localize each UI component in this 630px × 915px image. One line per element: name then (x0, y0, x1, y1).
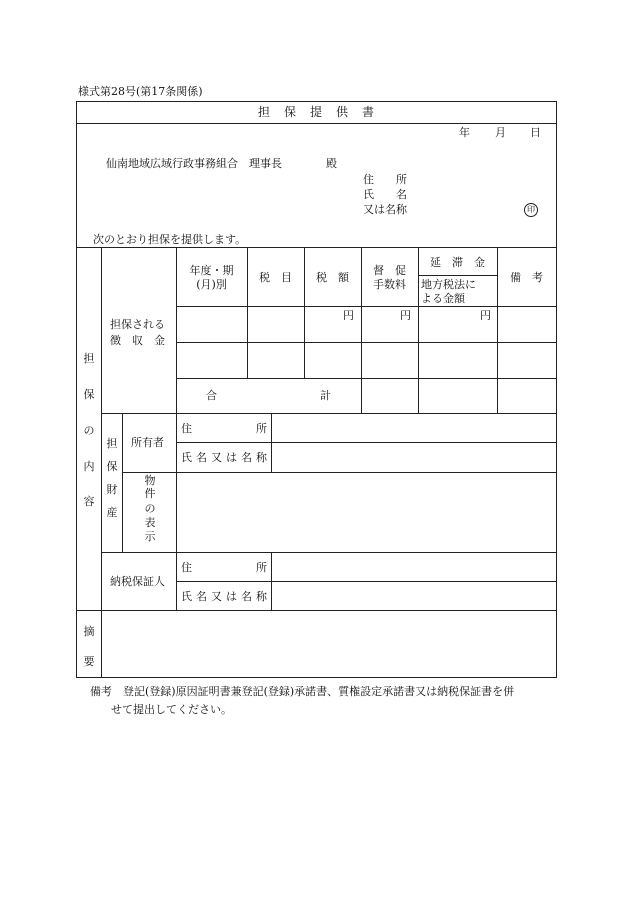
summary-char-1: 摘 (83, 625, 95, 638)
property-display-char-2: 件 (144, 487, 156, 500)
yen-delinquency: 円 (480, 309, 491, 322)
row-line-1 (176, 306, 557, 307)
guarantor-label: 納税保証人 (110, 575, 165, 588)
collected-label-2: 徴 収 金 (110, 334, 165, 347)
owner-name-label: 氏名又は名称 (181, 451, 267, 464)
total-label-right: 計 (320, 389, 331, 402)
owner-midline (176, 442, 557, 443)
summary-char-2: 要 (83, 655, 95, 668)
property-display-char-1: 物 (144, 474, 156, 487)
property-char-3: 財 (106, 483, 118, 496)
border-top (76, 101, 557, 102)
section-char-2: 保 (83, 388, 95, 401)
applicant-name-label: 氏 名 (363, 188, 407, 201)
property-char-2: 保 (106, 460, 118, 473)
owner-value-col (271, 413, 272, 472)
section-char-3: の (83, 424, 95, 437)
applicant-or-name-label: 又は名称 (363, 203, 407, 216)
total-label-left: 合 (206, 389, 217, 402)
guarantor-name-label: 氏名又は名称 (181, 590, 267, 603)
footer-note-1: 備考 登記(登録)原因証明書兼登記(登録)承諾書、質権設定承諾書又は納税保証書を併 (90, 685, 515, 698)
property-char-1: 担 (106, 437, 118, 450)
title-rule (76, 123, 557, 124)
date-year: 年 (459, 126, 470, 139)
header-rule (76, 247, 557, 248)
col-label-line (176, 247, 177, 611)
row-line-4 (101, 413, 557, 414)
guarantor-address-label: 住 所 (181, 561, 267, 574)
header-delinquency: 延 滞 金 (430, 256, 485, 269)
col-line-2 (304, 247, 305, 378)
date-day: 日 (530, 126, 541, 139)
property-display-char-3: の (144, 502, 156, 515)
addressee: 仙南地域広域行政事務組合 理事長 殿 (106, 157, 337, 170)
header-fee-2: 手数料 (373, 278, 406, 291)
section-char-4: 内 (83, 460, 95, 473)
property-display-char-5: 示 (144, 530, 156, 543)
property-bottom (101, 552, 557, 553)
property-display-char-4: 表 (144, 516, 156, 529)
section-char-1: 担 (83, 352, 95, 365)
header-year-period-2: (月)別 (196, 278, 227, 291)
section-char-5: 容 (83, 495, 95, 508)
date-month: 月 (495, 126, 506, 139)
form-title: 担 保 提 供 書 (257, 105, 375, 119)
header-tax-amount: 税 額 (316, 271, 349, 284)
header-year-period-1: 年度・期 (189, 264, 234, 277)
header-tax-item: 税 目 (259, 271, 292, 284)
border-left (76, 101, 77, 678)
guarantor-value-col (271, 552, 272, 611)
row-line-2 (176, 342, 557, 343)
col-section-line (101, 247, 102, 611)
footer-note-2: せて提出してください。 (111, 703, 232, 716)
yen-fee: 円 (400, 309, 411, 322)
delinquency-subline (418, 275, 498, 276)
header-remarks: 備 考 (510, 271, 543, 284)
col-line-1 (247, 247, 248, 378)
yen-tax-amount: 円 (343, 309, 354, 322)
border-bottom (76, 677, 557, 678)
header-delinquency-sub-2: よる金額 (421, 292, 465, 305)
border-right (556, 101, 557, 678)
summary-col (101, 610, 102, 677)
property-char-4: 産 (106, 506, 118, 519)
col-line-4 (418, 247, 419, 413)
form-number: 様式第28号(第17条関係) (78, 85, 203, 98)
col-property-line (122, 413, 123, 553)
row-line-3 (176, 378, 557, 379)
applicant-address-label: 住 所 (363, 173, 407, 186)
guarantor-midline (176, 581, 557, 582)
header-fee-1: 督 促 (373, 264, 406, 277)
owner-address-label: 住 所 (181, 422, 267, 435)
seal-mark: 印 (524, 203, 538, 217)
intro-text: 次のとおり担保を提供します。 (93, 233, 247, 246)
owner-label: 所有者 (131, 436, 164, 449)
summary-top (76, 610, 557, 611)
header-delinquency-sub-1: 地方税法に (421, 278, 476, 291)
owner-bottom (122, 472, 557, 473)
collected-label-1: 担保される (110, 318, 165, 331)
